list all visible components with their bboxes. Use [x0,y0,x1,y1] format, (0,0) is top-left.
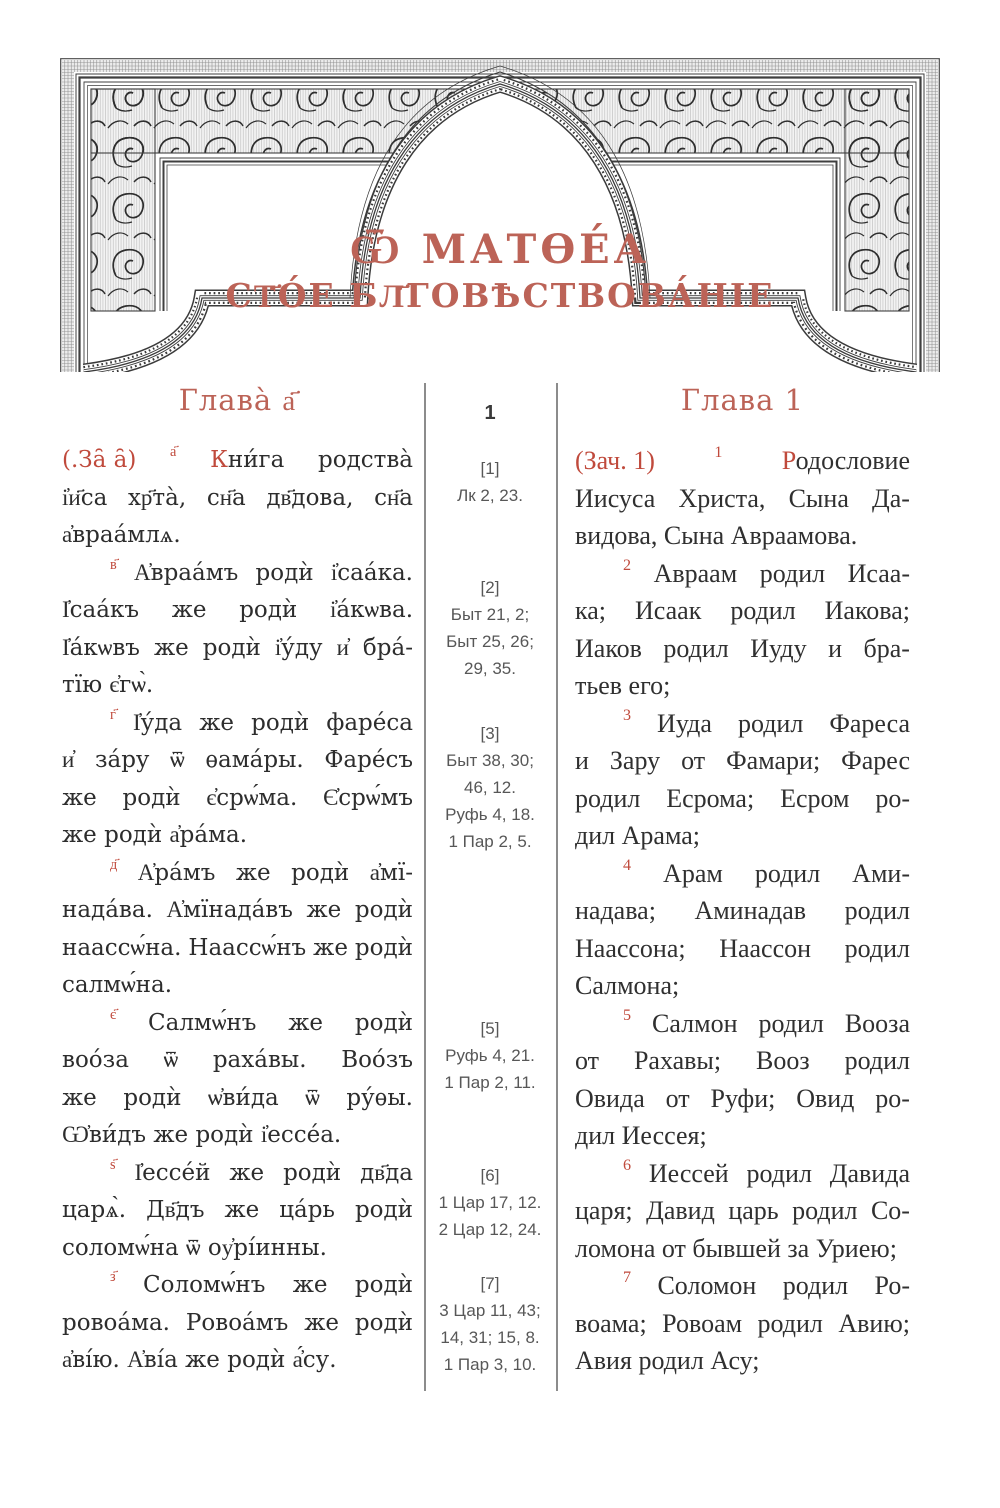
word: Сына [663,521,725,550]
text-line [62,1192,413,1230]
verse [575,1267,910,1380]
word: сн҃а [374,484,413,511]
word: родѝ [255,559,314,586]
red-initial: Р [781,446,796,475]
reference-text: Руфь 4, 18. [445,805,535,824]
text-line [62,780,413,818]
reference-text: Лк 2, 23. [457,486,523,505]
word: Аминадав [694,896,807,925]
word: Иаков [575,633,642,663]
word: Вооз [756,1046,810,1075]
word: от [665,1083,690,1113]
word: Фамари; [726,746,821,775]
word: А҆враа́мъ [134,559,239,586]
word: за́ру [94,747,150,773]
word: родѝ [202,634,261,661]
verse-number: 3 [623,706,632,724]
word: воама; [575,1308,647,1338]
word: родѝ [195,1122,254,1148]
word: оу҆рі́инны. [207,1234,327,1261]
russian-chapter-heading: Глава 1 [680,383,805,417]
word: Арама; [621,821,700,850]
word: Руфи; [710,1083,776,1113]
word: родил [663,633,729,663]
word: за [787,1233,810,1263]
text-line [62,630,413,668]
word: же [288,1009,324,1036]
word: І҆ессе́й [134,1159,211,1186]
word: же [62,822,97,848]
word: Вооза [844,1008,910,1038]
word: родил [844,896,910,925]
text-line [62,442,413,480]
verse [62,442,413,555]
verse-number: 5 [623,1006,632,1024]
word: Иессей [648,1158,729,1188]
text-line [62,1080,413,1118]
word: и҆ [62,747,75,773]
word: Салмона; [575,971,680,1000]
word: дв҃да [360,1159,413,1186]
word: Овид [796,1083,855,1113]
reference-text: Быт 21, 2; [450,605,530,624]
word: же [224,1197,260,1223]
text-line [62,892,413,930]
cross-reference-column [426,0,554,1508]
word: Наассон [719,933,812,963]
word: Да- [872,483,910,513]
reference-text: Быт 38, 30; [446,751,534,770]
word: Есром [780,783,850,813]
word: а҆мї- [369,859,413,886]
slavonic-column [62,383,413,1380]
text-line [62,1267,413,1305]
word: І҆у́да [133,709,183,736]
text-line [575,480,910,518]
word: родѝ [291,859,350,886]
word: же [171,597,207,623]
word: Давид [646,1196,715,1225]
word: Ѡ҆ви́дъ [62,1122,147,1148]
text-line [62,1005,413,1043]
text-line [575,1042,910,1080]
word: родѝ [354,1309,413,1336]
reference-number: [7] [480,1274,500,1293]
text-line [62,930,413,968]
reference-number: [5] [480,1019,500,1038]
text-line [62,742,413,780]
word: і҆и҃са [62,484,108,511]
word: а҆́су. [292,1347,337,1373]
word: Ровоам [662,1308,743,1338]
word: а҆ві́ю. [62,1347,120,1373]
verse [575,1155,910,1268]
text-line [575,705,910,743]
reference-number: [3] [480,724,500,743]
verse-number: 7 [623,1269,632,1286]
word: Сына [788,483,849,513]
reference-text: 46, 12. [464,778,516,797]
word: є҆срѡ́ма. [206,784,298,811]
word: Исаак [634,596,702,625]
word: Авию; [838,1308,910,1338]
cross-reference [426,1270,554,1378]
verse-number: 4 [623,856,632,874]
word: и [828,633,843,663]
text-line [62,480,413,518]
word: же [229,1159,265,1186]
red-initial: К [210,447,228,473]
word: родил [746,1158,812,1188]
word: Кни́га [210,447,285,473]
gospel-title-line2: СТ҃О́Е БЛ҃ГОВѢСТВОВА́НІЕ [225,276,775,315]
word: соломѡ́на [62,1234,179,1261]
word: родѝ [354,934,413,961]
word: салмѡ́на. [62,972,173,998]
text-line [575,592,910,630]
word: Уриею; [815,1233,897,1263]
word: ро- [875,783,910,813]
word: Асу; [710,1346,760,1375]
word: родѝ [239,597,298,623]
word: ца́рь [279,1197,335,1223]
reference-text: 14, 31; 15, 8. [440,1328,540,1347]
word: Со- [870,1196,910,1225]
word: от [681,746,706,775]
reference-text: 1 Пар 2, 11. [444,1073,536,1092]
word: дв҃дова, [266,484,354,511]
verse-number: є҃ [110,1006,117,1023]
word: родил [730,596,796,625]
word: же [199,709,234,736]
word: бывшей [692,1233,781,1263]
word: родѝ [123,1084,182,1111]
word: Ами- [852,858,910,888]
word: же [185,1347,220,1373]
verse-number: г҃ [110,706,116,723]
text-line [575,1005,910,1043]
text-line [62,1305,413,1343]
reference-text: Руфь 4, 21. [445,1046,535,1065]
word: і҆саа́ка. [330,559,413,586]
reference-number: [2] [480,578,500,597]
word: же [304,1309,339,1336]
word: Рахавы; [633,1046,722,1075]
word: Салмѡ́нъ [148,1009,257,1036]
verse [575,555,910,705]
russian-column [575,383,910,1380]
verse-number: з҃ [110,1269,116,1285]
word: є҆гѡ̀. [109,672,154,698]
reference-text: 2 Цар 12, 24. [438,1220,542,1239]
word: царь [728,1196,779,1225]
word: і҆у́ду [274,634,323,661]
word: Христа, [678,483,766,513]
text-line [575,630,910,668]
word: Овида [575,1083,645,1113]
word: родил [759,558,826,588]
text-line [62,555,413,593]
reference-text: 3 Цар 11, 43; [439,1301,541,1320]
cross-reference [426,1162,554,1243]
word: родил [844,933,910,963]
word: Иессея; [621,1121,707,1150]
cross-reference [426,720,554,855]
text-line [575,742,910,780]
word: родил [782,1271,849,1300]
word: же [62,784,97,811]
word: же [235,859,271,886]
word: Иисуса [575,483,656,513]
verse [575,705,910,855]
word: Салмон [652,1008,738,1038]
verse-number: 1 [714,444,723,461]
verse-number: 6 [623,1156,632,1174]
verse [575,442,910,555]
verse-number: ѕ҃ [110,1156,116,1173]
word: Воо́зъ [341,1047,413,1073]
word: ѿ [186,1234,201,1261]
word: ро- [875,1083,910,1113]
word: видова, [575,521,658,550]
word: Иуду [750,633,807,663]
text-line [575,1080,910,1118]
word: же [292,1272,328,1298]
zachalo-label: (.За̑ а̑) [62,447,137,473]
verse-number: д҃ [110,856,118,873]
word: Есрома; [666,783,755,813]
word: родства̀ [318,447,413,473]
reference-text: 1 Цар 17, 12. [438,1193,542,1212]
verse-number: 2 [623,556,632,574]
word: ѿ [163,1047,179,1073]
word: ру́ѳы. [346,1084,413,1111]
slavonic-chapter-heading: Глава̀ а҃ [178,383,297,417]
word: А҆ві́а [127,1347,178,1373]
text-line [62,592,413,630]
word: надава; [575,896,656,925]
text-line [575,1342,910,1380]
verse [575,1005,910,1155]
word: родѝ [354,897,413,923]
word: і҆а́кѡва. [329,597,413,623]
word: родѝ [104,822,163,848]
word: родѝ [283,1159,342,1186]
word: хр҃та̀, [127,484,187,511]
word: родил [575,783,641,813]
word: тїю [62,672,103,698]
verse [62,1155,413,1268]
word: ровоа́ма. [62,1309,170,1336]
reference-number: [6] [480,1166,500,1185]
word: І҆а́кѡвъ [62,634,140,661]
word: родил [792,1196,858,1225]
word: Арам [663,858,723,888]
word: а҆ра́ма. [169,822,248,848]
text-line [62,855,413,893]
word: наассѡ́на. [62,934,182,961]
word: родил [844,1046,910,1075]
word: Авраам [653,558,738,588]
column-divider-right [556,383,558,1391]
text-line [62,1042,413,1080]
word: ѿ [305,1084,320,1111]
word: Фаре́съ [324,747,413,773]
text-line [575,855,910,893]
word: Фарес [841,746,910,775]
word: і҆ессе́а. [260,1122,342,1148]
word: и [575,746,589,775]
word: раха́вы. [212,1047,307,1073]
word: ѳама́ры. [205,747,304,773]
verse [575,855,910,1005]
cross-reference [426,574,554,682]
word: Дв҃дъ [146,1197,205,1223]
word: воо́за [62,1047,129,1073]
word: царя; [575,1196,633,1225]
word: от [661,1233,686,1263]
reference-text: Быт 25, 26; [446,632,534,651]
text-line [62,1342,413,1380]
gospel-title-line1: Ѿ МАТѲЕ́А [349,226,651,273]
word: родил [638,1346,704,1375]
word: А҆ра́мъ [137,859,216,886]
word: же [62,1084,97,1111]
word: и҆ [336,634,349,661]
word: дил [575,1121,616,1150]
word: Давида [829,1158,910,1188]
word: Наассѡ́нъ [188,934,307,961]
word: Исаа- [847,558,910,588]
text-line [575,780,910,818]
word: тьев [575,671,623,700]
text-line [575,930,910,968]
word: дил [575,821,616,850]
text-line [575,892,910,930]
text-line [575,442,910,480]
verse [62,705,413,855]
reference-text: 29, 35. [464,659,516,678]
verse-number: а҃ [170,444,177,460]
word: родѝ [354,1197,413,1223]
word: его; [628,671,671,700]
word: Родословие [781,446,910,475]
word: же [313,934,348,961]
word: же [153,1122,189,1148]
verse [62,855,413,1005]
word: Фареса [829,708,910,738]
word: нада́ва. [62,897,153,923]
verse [62,1267,413,1380]
reference-number: [1] [480,459,500,478]
word: ѿ [170,747,185,773]
verse [62,1005,413,1155]
word: Зару [609,746,661,775]
word: родил [737,708,804,738]
word: І҆саа́къ [62,597,139,623]
page-number: 1 [484,402,496,424]
word: фаре́са [326,709,413,736]
word: Ровоа́мъ [185,1309,289,1336]
word: Наассона; [575,933,686,963]
text-line [575,1267,910,1305]
word: Иуда [657,708,712,738]
word: родѝ [122,784,181,811]
text-line [575,1305,910,1343]
word: Соломѡ́нъ [143,1272,266,1298]
cross-reference [426,1015,554,1096]
word: Авия [575,1346,632,1375]
verse-number: в҃ [110,556,117,573]
word: родил [758,1008,824,1038]
word: а҆враа́млѧ. [62,522,181,548]
text-line [62,1155,413,1193]
word: Ро- [874,1271,910,1300]
word: же [306,897,342,923]
word: родил [757,1308,823,1338]
text-line [575,1192,910,1230]
word: царѧ̀. [62,1197,127,1223]
word: Соломон [657,1271,757,1300]
verse [62,555,413,705]
word: Иакова; [824,596,910,625]
word: родѝ [354,1009,413,1036]
word: же [153,634,189,661]
word: Є҆срѡ́мъ [323,784,413,811]
word: Авраамова. [730,521,858,550]
word: ломона [575,1233,656,1263]
word: родѝ [354,1272,413,1298]
cross-reference [426,455,554,509]
reference-text: 1 Пар 3, 10. [443,1355,537,1374]
word: ѡ҆ви́да [207,1084,279,1111]
word: бра- [863,633,910,663]
word: А҆мїнада́въ [166,897,293,923]
reference-text: 1 Пар 2, 5. [448,832,532,851]
text-line [62,705,413,743]
word: сн҃а [206,484,246,511]
text-line [575,1155,910,1193]
word: бра́- [362,634,413,661]
text-line [575,555,910,593]
word: родил [754,858,821,888]
zachalo-label: (Зач. 1) [575,446,655,475]
word: родѝ [227,1347,286,1373]
word: родѝ [251,709,310,736]
word: ка; [575,596,607,625]
word: от [575,1046,600,1075]
